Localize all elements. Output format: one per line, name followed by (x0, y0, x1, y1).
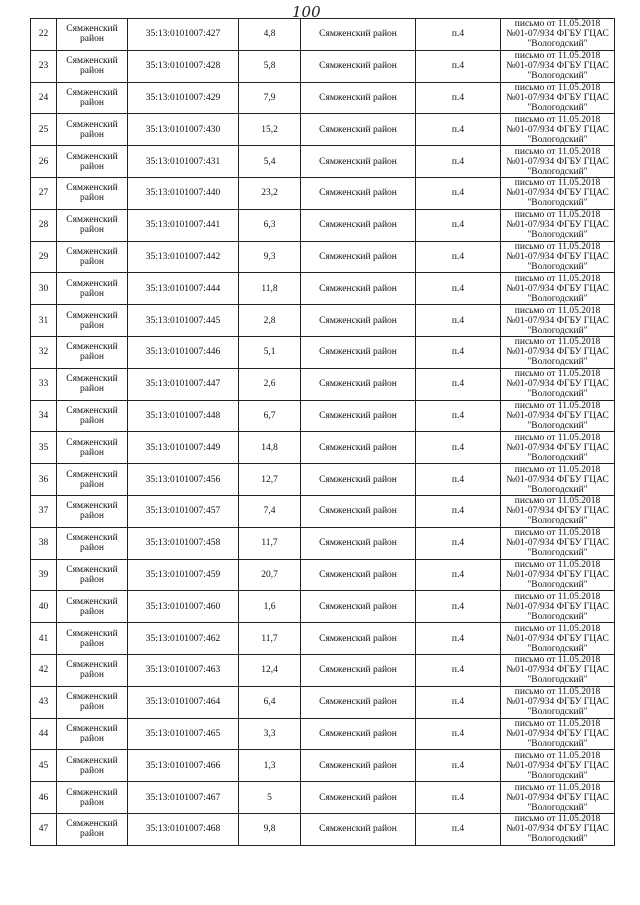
table-row (31, 400, 615, 432)
area-cell: 5,4 (239, 146, 301, 178)
clause-cell: п.4 (416, 209, 501, 241)
basis-document-line: №01-07/934 ФГБУ ГЦАС (506, 442, 609, 453)
clause-cell: п.4 (416, 400, 501, 432)
cadastral-number-cell: 35:13:0101007:458 (128, 527, 239, 559)
area-cell: 5,1 (239, 336, 301, 368)
cadastral-number-cell: 35:13:0101007:430 (128, 114, 239, 146)
table-row (31, 209, 615, 241)
basis-document-cell (501, 400, 615, 432)
clause-cell: п.4 (416, 464, 501, 496)
clause-cell: п.4 (416, 114, 501, 146)
basis-document-cell (501, 177, 615, 209)
row-number: 30 (31, 273, 57, 305)
basis-document-cell (501, 813, 615, 845)
cadastral-number-cell: 35:13:0101007:444 (128, 273, 239, 305)
basis-document-line: письмо от 11.05.2018 (514, 432, 601, 443)
district-cell: Сямженский район (57, 495, 128, 527)
basis-document-cell (501, 718, 615, 750)
table-row (31, 686, 615, 718)
basis-document-cell (501, 241, 615, 273)
basis-document-line: письмо от 11.05.2018 (514, 273, 601, 284)
basis-document-line: №01-07/934 ФГБУ ГЦАС (506, 665, 609, 676)
basis-document-line: "Вологодский" (527, 166, 588, 177)
clause-cell: п.4 (416, 623, 501, 655)
cadastral-number-cell: 35:13:0101007:465 (128, 718, 239, 750)
clause-cell: п.4 (416, 241, 501, 273)
clause-cell: п.4 (416, 750, 501, 782)
row-number: 37 (31, 495, 57, 527)
cadastral-number-cell: 35:13:0101007:441 (128, 209, 239, 241)
cadastral-number-cell: 35:13:0101007:464 (128, 686, 239, 718)
row-number: 29 (31, 241, 57, 273)
location-district-cell: Сямженский район (301, 177, 416, 209)
basis-document-cell (501, 114, 615, 146)
row-number: 27 (31, 177, 57, 209)
basis-document-line: письмо от 11.05.2018 (514, 496, 601, 507)
basis-document-line: "Вологодский" (527, 484, 588, 495)
district-cell: Сямженский район (57, 464, 128, 496)
row-number: 44 (31, 718, 57, 750)
basis-document-cell (501, 305, 615, 337)
location-district-cell: Сямженский район (301, 718, 416, 750)
basis-document-cell (501, 336, 615, 368)
basis-document-line: письмо от 11.05.2018 (514, 114, 601, 125)
basis-document-cell (501, 209, 615, 241)
basis-document-line: №01-07/934 ФГБУ ГЦАС (506, 315, 609, 326)
district-cell: Сямженский район (57, 114, 128, 146)
table-row (31, 368, 615, 400)
row-number: 41 (31, 623, 57, 655)
area-cell: 6,7 (239, 400, 301, 432)
location-district-cell: Сямженский район (301, 368, 416, 400)
area-cell: 7,9 (239, 82, 301, 114)
page-number: 100 (292, 3, 321, 21)
basis-document-cell (501, 559, 615, 591)
cadastral-number-cell: 35:13:0101007:466 (128, 750, 239, 782)
location-district-cell: Сямженский район (301, 750, 416, 782)
cadastral-number-cell: 35:13:0101007:457 (128, 495, 239, 527)
basis-document-line: №01-07/934 ФГБУ ГЦАС (506, 61, 609, 72)
clause-cell: п.4 (416, 686, 501, 718)
district-cell: Сямженский район (57, 782, 128, 814)
cadastral-number-cell: 35:13:0101007:447 (128, 368, 239, 400)
district-cell: Сямженский район (57, 146, 128, 178)
cadastral-number-cell: 35:13:0101007:460 (128, 591, 239, 623)
basis-document-line: "Вологодский" (527, 71, 588, 82)
basis-document-cell (501, 464, 615, 496)
location-district-cell: Сямженский район (301, 400, 416, 432)
basis-document-line: письмо от 11.05.2018 (514, 464, 601, 475)
basis-document-cell (501, 432, 615, 464)
area-cell: 2,8 (239, 305, 301, 337)
area-cell: 5 (239, 782, 301, 814)
row-number: 40 (31, 591, 57, 623)
basis-document-line: "Вологодский" (527, 452, 588, 463)
area-cell: 11,7 (239, 527, 301, 559)
basis-document-line: письмо от 11.05.2018 (514, 559, 601, 570)
table-row (31, 82, 615, 114)
area-cell: 11,7 (239, 623, 301, 655)
basis-document-line: №01-07/934 ФГБУ ГЦАС (506, 220, 609, 231)
table-row (31, 432, 615, 464)
basis-document-line: "Вологодский" (527, 325, 588, 336)
location-district-cell: Сямженский район (301, 241, 416, 273)
row-number: 47 (31, 813, 57, 845)
district-cell: Сямженский район (57, 400, 128, 432)
cadastral-number-cell: 35:13:0101007:445 (128, 305, 239, 337)
clause-cell: п.4 (416, 146, 501, 178)
area-cell: 23,2 (239, 177, 301, 209)
cadastral-number-cell: 35:13:0101007:427 (128, 19, 239, 51)
basis-document-line: №01-07/934 ФГБУ ГЦАС (506, 379, 609, 390)
location-district-cell: Сямженский район (301, 623, 416, 655)
basis-document-line: письмо от 11.05.2018 (514, 655, 601, 666)
row-number: 28 (31, 209, 57, 241)
area-cell: 11,8 (239, 273, 301, 305)
table-row (31, 718, 615, 750)
clause-cell: п.4 (416, 591, 501, 623)
basis-document-line: №01-07/934 ФГБУ ГЦАС (506, 410, 609, 421)
location-district-cell: Сямженский район (301, 654, 416, 686)
row-number: 33 (31, 368, 57, 400)
area-cell: 4,8 (239, 19, 301, 51)
basis-document-line: "Вологодский" (527, 643, 588, 654)
basis-document-line: №01-07/934 ФГБУ ГЦАС (506, 283, 609, 294)
cadastral-number-cell: 35:13:0101007:468 (128, 813, 239, 845)
location-district-cell: Сямженский район (301, 686, 416, 718)
basis-document-line: №01-07/934 ФГБУ ГЦАС (506, 792, 609, 803)
basis-document-cell (501, 50, 615, 82)
basis-document-line: письмо от 11.05.2018 (514, 814, 601, 825)
basis-document-line: "Вологодский" (527, 834, 588, 845)
row-number: 46 (31, 782, 57, 814)
basis-document-cell (501, 368, 615, 400)
cadastral-number-cell: 35:13:0101007:440 (128, 177, 239, 209)
district-cell: Сямженский район (57, 19, 128, 51)
basis-document-cell (501, 527, 615, 559)
district-cell: Сямженский район (57, 591, 128, 623)
basis-document-line: №01-07/934 ФГБУ ГЦАС (506, 347, 609, 358)
basis-document-line: "Вологодский" (527, 548, 588, 559)
basis-document-line: письмо от 11.05.2018 (514, 750, 601, 761)
basis-document-line: №01-07/934 ФГБУ ГЦАС (506, 474, 609, 485)
basis-document-line: №01-07/934 ФГБУ ГЦАС (506, 156, 609, 167)
basis-document-line: письмо от 11.05.2018 (514, 782, 601, 793)
location-district-cell: Сямженский район (301, 464, 416, 496)
row-number: 38 (31, 527, 57, 559)
clause-cell: п.4 (416, 654, 501, 686)
basis-document-line: №01-07/934 ФГБУ ГЦАС (506, 124, 609, 135)
row-number: 24 (31, 82, 57, 114)
location-district-cell: Сямженский район (301, 273, 416, 305)
basis-document-cell (501, 654, 615, 686)
area-cell: 1,6 (239, 591, 301, 623)
basis-document-line: №01-07/934 ФГБУ ГЦАС (506, 633, 609, 644)
clause-cell: п.4 (416, 50, 501, 82)
table-row (31, 782, 615, 814)
clause-cell: п.4 (416, 718, 501, 750)
basis-document-line: №01-07/934 ФГБУ ГЦАС (506, 569, 609, 580)
cadastral-number-cell: 35:13:0101007:428 (128, 50, 239, 82)
table-row (31, 336, 615, 368)
district-cell: Сямженский район (57, 654, 128, 686)
row-number: 35 (31, 432, 57, 464)
location-district-cell: Сямженский район (301, 209, 416, 241)
basis-document-line: письмо от 11.05.2018 (514, 19, 601, 30)
district-cell: Сямженский район (57, 209, 128, 241)
district-cell: Сямженский район (57, 750, 128, 782)
location-district-cell: Сямженский район (301, 495, 416, 527)
location-district-cell: Сямженский район (301, 432, 416, 464)
basis-document-line: "Вологодский" (527, 261, 588, 272)
location-district-cell: Сямженский район (301, 813, 416, 845)
district-cell: Сямженский район (57, 82, 128, 114)
cadastral-number-cell: 35:13:0101007:431 (128, 146, 239, 178)
row-number: 23 (31, 50, 57, 82)
location-district-cell: Сямженский район (301, 146, 416, 178)
basis-document-line: письмо от 11.05.2018 (514, 51, 601, 62)
basis-document-line: "Вологодский" (527, 357, 588, 368)
basis-document-line: "Вологодский" (527, 675, 588, 686)
area-cell: 6,3 (239, 209, 301, 241)
basis-document-line: "Вологодский" (527, 230, 588, 241)
table-row (31, 19, 615, 51)
land-plot-table (30, 18, 615, 846)
clause-cell: п.4 (416, 527, 501, 559)
basis-document-line: письмо от 11.05.2018 (514, 146, 601, 157)
basis-document-line: "Вологодский" (527, 738, 588, 749)
basis-document-cell (501, 146, 615, 178)
basis-document-cell (501, 686, 615, 718)
clause-cell: п.4 (416, 495, 501, 527)
row-number: 34 (31, 400, 57, 432)
location-district-cell: Сямженский район (301, 336, 416, 368)
clause-cell: п.4 (416, 813, 501, 845)
basis-document-line: "Вологодский" (527, 802, 588, 813)
area-cell: 6,4 (239, 686, 301, 718)
clause-cell: п.4 (416, 177, 501, 209)
area-cell: 15,2 (239, 114, 301, 146)
row-number: 36 (31, 464, 57, 496)
clause-cell: п.4 (416, 336, 501, 368)
basis-document-line: №01-07/934 ФГБУ ГЦАС (506, 92, 609, 103)
basis-document-line: письмо от 11.05.2018 (514, 241, 601, 252)
basis-document-line: "Вологодский" (527, 293, 588, 304)
basis-document-line: письмо от 11.05.2018 (514, 528, 601, 539)
basis-document-cell (501, 273, 615, 305)
basis-document-cell (501, 19, 615, 51)
row-number: 22 (31, 19, 57, 51)
area-cell: 12,4 (239, 654, 301, 686)
cadastral-number-cell: 35:13:0101007:462 (128, 623, 239, 655)
table-row (31, 146, 615, 178)
district-cell: Сямженский район (57, 686, 128, 718)
clause-cell: п.4 (416, 82, 501, 114)
location-district-cell: Сямженский район (301, 527, 416, 559)
area-cell: 14,8 (239, 432, 301, 464)
clause-cell: п.4 (416, 368, 501, 400)
table-row (31, 114, 615, 146)
cadastral-number-cell: 35:13:0101007:463 (128, 654, 239, 686)
location-district-cell: Сямженский район (301, 591, 416, 623)
location-district-cell: Сямженский район (301, 19, 416, 51)
area-cell: 20,7 (239, 559, 301, 591)
table-row (31, 305, 615, 337)
basis-document-line: письмо от 11.05.2018 (514, 369, 601, 380)
clause-cell: п.4 (416, 273, 501, 305)
row-number: 25 (31, 114, 57, 146)
table-body (31, 19, 615, 846)
area-cell: 9,3 (239, 241, 301, 273)
basis-document-line: №01-07/934 ФГБУ ГЦАС (506, 601, 609, 612)
table-row (31, 50, 615, 82)
basis-document-line: №01-07/934 ФГБУ ГЦАС (506, 506, 609, 517)
district-cell: Сямженский район (57, 273, 128, 305)
basis-document-line: письмо от 11.05.2018 (514, 178, 601, 189)
clause-cell: п.4 (416, 432, 501, 464)
basis-document-line: №01-07/934 ФГБУ ГЦАС (506, 188, 609, 199)
district-cell: Сямженский район (57, 305, 128, 337)
row-number: 39 (31, 559, 57, 591)
basis-document-line: письмо от 11.05.2018 (514, 82, 601, 93)
location-district-cell: Сямженский район (301, 50, 416, 82)
table-row (31, 559, 615, 591)
basis-document-line: "Вологодский" (527, 198, 588, 209)
basis-document-line: письмо от 11.05.2018 (514, 337, 601, 348)
basis-document-line: "Вологодский" (527, 707, 588, 718)
basis-document-line: "Вологодский" (527, 134, 588, 145)
cadastral-number-cell: 35:13:0101007:448 (128, 400, 239, 432)
district-cell: Сямженский район (57, 50, 128, 82)
basis-document-line: "Вологодский" (527, 389, 588, 400)
location-district-cell: Сямженский район (301, 82, 416, 114)
row-number: 31 (31, 305, 57, 337)
row-number: 26 (31, 146, 57, 178)
basis-document-line: №01-07/934 ФГБУ ГЦАС (506, 538, 609, 549)
clause-cell: п.4 (416, 559, 501, 591)
location-district-cell: Сямженский район (301, 782, 416, 814)
cadastral-number-cell: 35:13:0101007:449 (128, 432, 239, 464)
basis-document-line: №01-07/934 ФГБУ ГЦАС (506, 728, 609, 739)
clause-cell: п.4 (416, 782, 501, 814)
district-cell: Сямженский район (57, 177, 128, 209)
table-row (31, 654, 615, 686)
table-row (31, 273, 615, 305)
district-cell: Сямженский район (57, 336, 128, 368)
district-cell: Сямженский район (57, 241, 128, 273)
basis-document-cell (501, 82, 615, 114)
basis-document-line: "Вологодский" (527, 611, 588, 622)
area-cell: 3,3 (239, 718, 301, 750)
location-district-cell: Сямженский район (301, 114, 416, 146)
table-row (31, 464, 615, 496)
basis-document-line: №01-07/934 ФГБУ ГЦАС (506, 29, 609, 40)
area-cell: 12,7 (239, 464, 301, 496)
row-number: 43 (31, 686, 57, 718)
area-cell: 9,8 (239, 813, 301, 845)
basis-document-cell (501, 495, 615, 527)
basis-document-cell (501, 750, 615, 782)
basis-document-line: №01-07/934 ФГБУ ГЦАС (506, 824, 609, 835)
table-row (31, 813, 615, 845)
table-row (31, 177, 615, 209)
row-number: 45 (31, 750, 57, 782)
district-cell: Сямженский район (57, 718, 128, 750)
table-row (31, 527, 615, 559)
basis-document-cell (501, 782, 615, 814)
table-row (31, 623, 615, 655)
area-cell: 2,6 (239, 368, 301, 400)
basis-document-line: "Вологодский" (527, 770, 588, 781)
table-row (31, 750, 615, 782)
table-row (31, 591, 615, 623)
district-cell: Сямженский район (57, 368, 128, 400)
basis-document-line: письмо от 11.05.2018 (514, 210, 601, 221)
basis-document-line: "Вологодский" (527, 579, 588, 590)
cadastral-number-cell: 35:13:0101007:456 (128, 464, 239, 496)
location-district-cell: Сямженский район (301, 559, 416, 591)
basis-document-line: №01-07/934 ФГБУ ГЦАС (506, 251, 609, 262)
basis-document-cell (501, 591, 615, 623)
cadastral-number-cell: 35:13:0101007:442 (128, 241, 239, 273)
basis-document-line: №01-07/934 ФГБУ ГЦАС (506, 760, 609, 771)
district-cell: Сямженский район (57, 432, 128, 464)
basis-document-cell (501, 623, 615, 655)
basis-document-line: "Вологодский" (527, 39, 588, 50)
district-cell: Сямженский район (57, 623, 128, 655)
area-cell: 5,8 (239, 50, 301, 82)
table-row (31, 495, 615, 527)
cadastral-number-cell: 35:13:0101007:459 (128, 559, 239, 591)
basis-document-line: письмо от 11.05.2018 (514, 400, 601, 411)
basis-document-line: "Вологодский" (527, 102, 588, 113)
cadastral-number-cell: 35:13:0101007:446 (128, 336, 239, 368)
cadastral-number-cell: 35:13:0101007:467 (128, 782, 239, 814)
basis-document-line: письмо от 11.05.2018 (514, 591, 601, 602)
basis-document-line: письмо от 11.05.2018 (514, 623, 601, 634)
clause-cell: п.4 (416, 19, 501, 51)
basis-document-line: письмо от 11.05.2018 (514, 687, 601, 698)
basis-document-line: "Вологодский" (527, 516, 588, 527)
district-cell: Сямженский район (57, 527, 128, 559)
cadastral-number-cell: 35:13:0101007:429 (128, 82, 239, 114)
clause-cell: п.4 (416, 305, 501, 337)
row-number: 32 (31, 336, 57, 368)
row-number: 42 (31, 654, 57, 686)
basis-document-line: письмо от 11.05.2018 (514, 305, 601, 316)
area-cell: 1,3 (239, 750, 301, 782)
basis-document-line: письмо от 11.05.2018 (514, 718, 601, 729)
location-district-cell: Сямженский район (301, 305, 416, 337)
basis-document-line: №01-07/934 ФГБУ ГЦАС (506, 697, 609, 708)
district-cell: Сямженский район (57, 813, 128, 845)
basis-document-line: "Вологодский" (527, 420, 588, 431)
area-cell: 7,4 (239, 495, 301, 527)
district-cell: Сямженский район (57, 559, 128, 591)
table-row (31, 241, 615, 273)
